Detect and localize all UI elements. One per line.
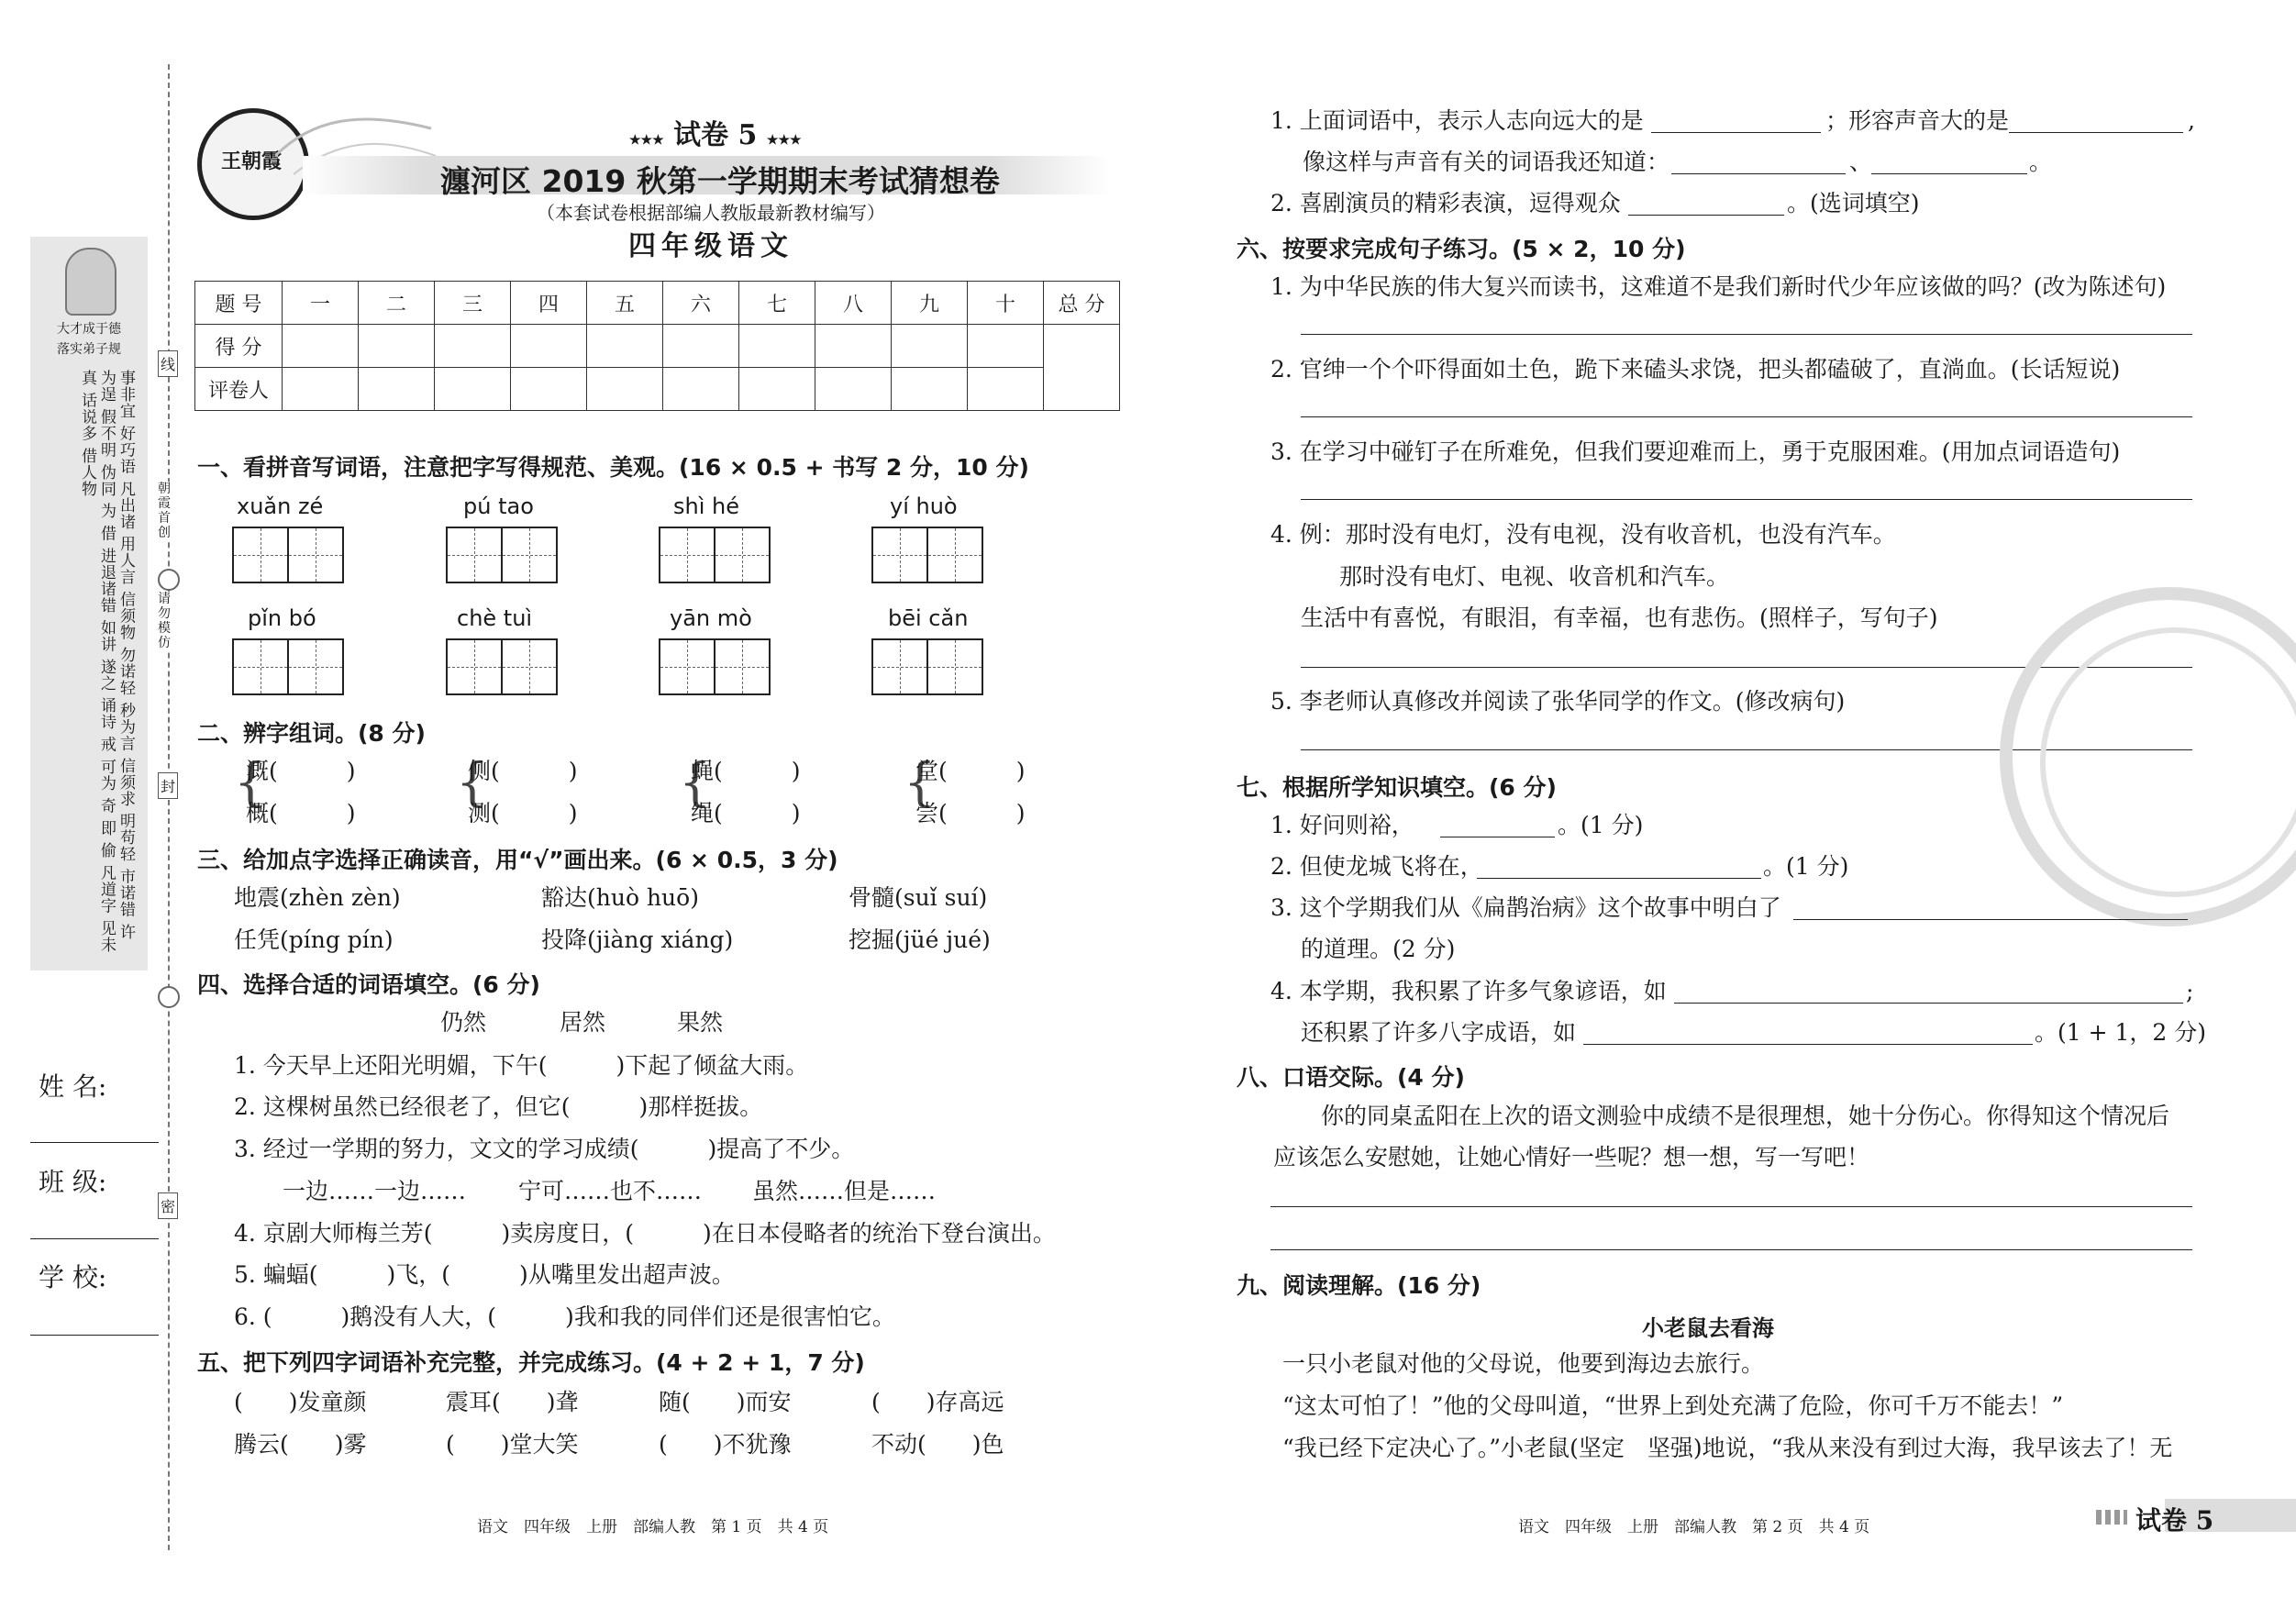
word-pair[interactable]: 蝇( ) <box>691 758 801 784</box>
seal-label: 密 <box>158 1192 178 1219</box>
stamp-inner-ring <box>2040 627 2296 897</box>
word-pair[interactable]: 绳( ) <box>691 800 801 826</box>
question: 。(选词填空) <box>1787 190 1920 216</box>
table-header-cell: 三 <box>435 282 511 325</box>
pinyin: shì hé <box>673 494 739 519</box>
question[interactable]: 3. 经过一学期的努力，文文的学习成绩( )提高了不少。 <box>234 1136 855 1162</box>
grader-cell[interactable] <box>359 368 435 411</box>
writing-grid[interactable] <box>232 638 342 695</box>
idiom-blank[interactable]: ( )堂大笑 <box>446 1431 579 1458</box>
question: 。(1 分) <box>1763 853 1849 880</box>
pinyin: bēi cǎn <box>888 605 969 631</box>
reading-choice[interactable]: 投降(jiàng xiáng) <box>541 926 734 953</box>
sidebar-panel <box>30 237 148 970</box>
seal-label: 朝霞首创 <box>158 482 176 540</box>
score-table-header <box>195 282 1120 325</box>
stars-right: ★★★ <box>766 133 802 148</box>
question[interactable]: 1. 今天早上还阳光明媚，下午( )下起了倾盆大雨。 <box>234 1052 809 1079</box>
question: 1. 好问则裕， <box>1270 812 1414 838</box>
table-header-cell: 总 分 <box>1044 282 1120 325</box>
brace-icon: { <box>904 753 937 813</box>
answer-blank[interactable] <box>1583 1044 2033 1045</box>
score-cell[interactable] <box>511 325 587 368</box>
verse: 事非宜 <box>116 370 135 419</box>
table-header-cell: 一 <box>283 282 359 325</box>
question: 。(1 + 1，2 分) <box>2035 1019 2207 1046</box>
answer-blank[interactable] <box>1651 132 1821 133</box>
verse: 借 <box>97 525 116 542</box>
story-line: “我已经下定决心了。”小老鼠(坚定 坚强)地说，“我从来没有到过大海，我早该去了！无 <box>1282 1435 2173 1461</box>
story-line: 一只小老鼠对他的父母说，他要到海边去旅行。 <box>1282 1350 1765 1377</box>
verse: 勿诺轻 <box>116 647 135 697</box>
seal-label: 封 <box>158 772 178 799</box>
question: 3. 在学习中碰钉子在所难免，但我们要迎难而上，勇于克服困难。(用加点词语造句) <box>1270 438 2121 465</box>
word-option: 居然 <box>560 1009 606 1036</box>
answer-blank[interactable] <box>1674 1003 2183 1004</box>
answer-blank[interactable] <box>1628 215 1784 216</box>
period: 。 <box>2029 149 2053 175</box>
row-label: 评卷人 <box>195 368 283 411</box>
table-header-cell: 七 <box>739 282 815 325</box>
confidential-stamp-icon <box>2000 587 2296 926</box>
exam-title: 瀍河区 2019 秋第一学期期末考试猜想卷 <box>440 163 1000 199</box>
class-field[interactable] <box>30 1238 159 1239</box>
score-cell[interactable] <box>815 325 892 368</box>
verse: 诵诗 <box>97 697 116 731</box>
writing-grid[interactable] <box>871 527 982 583</box>
verse: 许为逞 <box>97 370 135 941</box>
question: 那时没有电灯、电视、收音机和汽车。 <box>1339 563 1730 590</box>
word-option: 虽然……但是…… <box>752 1178 937 1204</box>
pinyin: pú tao <box>463 494 534 519</box>
stars-left: ★★★ <box>629 133 664 148</box>
reading-choice[interactable]: 豁达(huò huō) <box>541 884 699 911</box>
semicolon: ; <box>2186 978 2194 1004</box>
question: 的道理。(2 分) <box>1301 936 1456 962</box>
writing-grid[interactable] <box>446 527 556 583</box>
page-footer: 语文 四年级 上册 部编人教 第 1 页 共 4 页 <box>477 1518 829 1536</box>
verse: 即 <box>97 819 116 837</box>
word-option: 一边……一边…… <box>283 1178 467 1204</box>
answer-line[interactable] <box>1270 1249 2192 1250</box>
verse: 偷 <box>97 842 116 859</box>
question: 。(1 分) <box>1558 812 1644 838</box>
school-label: 学 校: <box>39 1262 107 1292</box>
verse: 借人物 <box>78 447 96 497</box>
sidebar-verses <box>47 370 135 957</box>
verse: 进退诸错 <box>97 548 116 615</box>
verse: 明苟轻 <box>116 813 135 863</box>
section-8-title: 八、口语交际。(4 分) <box>1237 1064 1465 1091</box>
word-pair[interactable]: 测( ) <box>468 800 578 826</box>
word-pair[interactable]: 堂( ) <box>915 758 1026 784</box>
question[interactable]: 4. 京剧大师梅兰芳( )卖房度日，( )在日本侵略者的统治下登台演出。 <box>234 1220 1056 1247</box>
pinyin: xuǎn zé <box>237 494 324 519</box>
verse: 好巧语 <box>116 425 135 475</box>
word-pair[interactable]: 溉( ) <box>246 758 356 784</box>
question[interactable]: 5. 蝙蝠( )飞，( )从嘴里发出超声波。 <box>234 1261 735 1288</box>
pinyin: yān mò <box>670 605 752 631</box>
exam-subtitle: （本套试卷根据部编人教版最新教材编写） <box>537 202 885 224</box>
grader-row <box>195 368 1120 411</box>
grader-cell[interactable] <box>283 368 359 411</box>
verse: 见未真 <box>78 370 116 954</box>
table-header-cell: 八 <box>815 282 892 325</box>
question: 还积累了许多八字成语，如 <box>1301 1019 1577 1046</box>
writing-grid[interactable] <box>232 527 342 583</box>
question: 2. 但使龙城飞将在， <box>1270 853 1483 880</box>
reading-choice[interactable]: 任凭(píng pín) <box>234 926 394 953</box>
verse: 秒为言 <box>116 702 135 752</box>
verse: 假不明 <box>97 408 116 459</box>
answer-line[interactable] <box>1301 334 2192 335</box>
section-6-title: 六、按要求完成句子练习。(5 × 2，10 分) <box>1237 236 1686 262</box>
mascot-icon <box>65 248 116 316</box>
table-header-cell: 六 <box>663 282 739 325</box>
total-cell[interactable] <box>1044 325 1120 411</box>
writing-grid[interactable] <box>446 638 556 695</box>
question: 1. 上面词语中，表示人志向远大的是 <box>1270 107 1644 134</box>
question: 生活中有喜悦，有眼泪，有幸福，也有悲伤。(照样子，写句子) <box>1301 604 1938 631</box>
table-header-cell: 四 <box>511 282 587 325</box>
idiom-blank[interactable]: ( )发童颜 <box>234 1389 367 1415</box>
score-cell[interactable] <box>587 325 663 368</box>
table-header-cell: 九 <box>892 282 968 325</box>
writing-grid[interactable] <box>871 638 982 695</box>
section-3-title: 三、给加点字选择正确读音，用“√”画出来。(6 × 0.5，3 分) <box>197 847 838 873</box>
brace-icon: { <box>234 753 267 813</box>
story-title: 小老鼠去看海 <box>1642 1315 1774 1341</box>
word-option: 果然 <box>677 1009 724 1036</box>
row-label: 得 分 <box>195 325 283 368</box>
answer-blank[interactable] <box>1871 173 2027 174</box>
question: ；形容声音大的是 <box>1825 107 2010 134</box>
verse: 可为 <box>97 759 116 793</box>
grader-cell[interactable] <box>968 368 1044 411</box>
name-label: 姓 名: <box>39 1071 107 1102</box>
separator: 、 <box>1849 149 1873 175</box>
school-field[interactable] <box>30 1335 159 1336</box>
grader-cell[interactable] <box>435 368 511 411</box>
brace-icon: { <box>679 753 712 813</box>
word-pair[interactable]: 概( ) <box>246 800 356 826</box>
section-2-title: 二、辨字组词。(8 分) <box>197 720 426 747</box>
writing-grid[interactable] <box>659 527 769 583</box>
grader-cell[interactable] <box>892 368 968 411</box>
word-option: 宁可……也不…… <box>518 1178 703 1204</box>
question: 2. 喜剧演员的精彩表演，逗得观众 <box>1270 190 1621 216</box>
paper-label: ★★★ 试卷 5 ★★★ <box>629 119 802 151</box>
reading-choice[interactable]: 地震(zhèn zèn) <box>234 884 401 911</box>
question: 3. 这个学期我们从《扁鹊治病》这个故事中明白了 <box>1270 894 1781 921</box>
question: 1. 为中华民族的伟大复兴而读书，这难道不是我们新时代少年应该做的吗？(改为陈述句) <box>1270 273 2167 300</box>
story-line: “这太可怕了！”他的父母叫道，“世界上到处充满了危险，你可千万不能去！” <box>1282 1392 2064 1419</box>
answer-line[interactable] <box>1301 499 2192 500</box>
question: 像这样与声音有关的词语我还知道： <box>1303 149 1670 175</box>
comma: , <box>2188 107 2195 134</box>
verse: 如讲 <box>97 619 116 653</box>
idiom-blank[interactable]: 随( )而安 <box>659 1389 792 1415</box>
verse: 凡出诸 <box>116 480 135 530</box>
table-header-cell: 题 号 <box>195 282 283 325</box>
section-5-title: 五、把下列四字词语补充完整，并完成练习。(4 + 2 + 1，7 分) <box>197 1349 865 1376</box>
grader-cell[interactable] <box>815 368 892 411</box>
grader-cell[interactable] <box>511 368 587 411</box>
seal-label: 线 <box>158 350 178 377</box>
verse: 市诺错 <box>116 868 135 918</box>
score-cell[interactable] <box>283 325 359 368</box>
logo-text: 王朝霞 <box>220 150 282 173</box>
prompt: 应该怎么安慰她，让她心情好一些呢？想一想，写一写吧！ <box>1273 1144 1870 1170</box>
prompt: 你的同桌孟阳在上次的语文测验中成绩不是很理想，她十分伤心。你得知这个情况后 <box>1321 1103 2170 1129</box>
grader-cell[interactable] <box>663 368 739 411</box>
pinyin: chè tuì <box>457 605 533 631</box>
idiom-blank[interactable]: 不动( )色 <box>871 1431 1004 1458</box>
idiom-blank[interactable]: ( )存高远 <box>871 1389 1004 1415</box>
verse: 戒 <box>97 736 116 753</box>
answer-blank[interactable] <box>1793 919 2188 920</box>
verse: 凡道字 <box>97 864 116 915</box>
word-pair[interactable]: 侧( ) <box>468 758 578 784</box>
score-row <box>195 325 1120 368</box>
table-header-cell: 十 <box>968 282 1044 325</box>
verse: 遂之 <box>97 658 116 692</box>
score-cell[interactable] <box>435 325 511 368</box>
grade-subject: 四年级语文 <box>628 230 793 262</box>
section-4-title: 四、选择合适的词语填空。(6 分) <box>197 971 540 998</box>
name-field[interactable] <box>30 1142 159 1143</box>
writing-grid[interactable] <box>659 638 769 695</box>
verse: 用人言 <box>116 536 135 586</box>
verse: 信须求 <box>116 757 135 807</box>
score-cell[interactable] <box>968 325 1044 368</box>
grader-cell[interactable] <box>739 368 815 411</box>
grader-cell[interactable] <box>587 368 663 411</box>
binding-line <box>168 64 170 1550</box>
pixel-decoration <box>2096 1510 2127 1525</box>
idiom-blank[interactable]: ( )不犹豫 <box>659 1431 792 1458</box>
pinyin: yí huò <box>890 494 958 519</box>
question[interactable]: 2. 这棵树虽然已经很老了，但它( )那样挺拔。 <box>234 1093 763 1120</box>
score-cell[interactable] <box>359 325 435 368</box>
verse: 信须物 <box>116 591 135 641</box>
verse: 伪同 <box>97 463 116 497</box>
score-table <box>194 281 1120 411</box>
section-7-title: 七、根据所学知识填空。(6 分) <box>1237 774 1557 801</box>
score-cell[interactable] <box>739 325 815 368</box>
sidebar-slogan: 落实弟子规 <box>57 342 121 357</box>
answer-blank[interactable] <box>1671 173 1846 174</box>
corner-paper-label: 试卷 5 <box>2135 1505 2214 1536</box>
word-option: 仍然 <box>440 1009 487 1036</box>
seal-label: 请勿模仿 <box>158 592 176 650</box>
score-cell[interactable] <box>663 325 739 368</box>
idiom-blank[interactable]: 震耳( )聋 <box>446 1389 579 1415</box>
brace-icon: { <box>456 753 489 813</box>
binding-hole <box>158 986 180 1008</box>
pinyin: pǐn bó <box>248 605 316 631</box>
verse: 奇 <box>97 797 116 815</box>
reading-choice[interactable]: 挖掘(jüé jué) <box>849 926 991 953</box>
answer-line[interactable] <box>1270 1206 2192 1207</box>
answer-line[interactable] <box>1301 416 2192 417</box>
verse: 为 <box>97 503 116 520</box>
section-9-title: 九、阅读理解。(16 分) <box>1237 1272 1481 1299</box>
page-footer: 语文 四年级 上册 部编人教 第 2 页 共 4 页 <box>1518 1518 1870 1536</box>
class-label: 班 级: <box>39 1167 107 1197</box>
question: 2. 官绅一个个吓得面如土色，跪下来磕头求饶，把头都磕破了，直淌血。(长话短说) <box>1270 356 2121 383</box>
table-header-cell: 二 <box>359 282 435 325</box>
reading-choice[interactable]: 骨髓(suǐ suí) <box>849 884 988 911</box>
idiom-blank[interactable]: 腾云( )雾 <box>234 1431 367 1458</box>
binding-hole <box>158 569 180 591</box>
word-pair[interactable]: 尝( ) <box>915 800 1026 826</box>
table-header-cell: 五 <box>587 282 663 325</box>
sidebar-slogan: 大才成于德 <box>57 322 121 337</box>
section-1-title: 一、看拼音写词语，注意把字写得规范、美观。(16 × 0.5 + 书写 2 分，10 分) <box>197 454 1029 481</box>
question: 4. 本学期，我积累了许多气象谚语，如 <box>1270 978 1667 1004</box>
verse: 话说多 <box>78 392 96 442</box>
score-cell[interactable] <box>892 325 968 368</box>
question: 4. 例：那时没有电灯，没有电视，没有收音机，也没有汽车。 <box>1270 521 1896 548</box>
question: 5. 李老师认真修改并阅读了张华同学的作文。(修改病句) <box>1270 688 1846 715</box>
question[interactable]: 6. ( )鹅没有人大，( )我和我的同伴们还是很害怕它。 <box>234 1303 895 1330</box>
answer-blank[interactable] <box>2009 132 2183 133</box>
answer-blank[interactable] <box>1477 878 1761 879</box>
